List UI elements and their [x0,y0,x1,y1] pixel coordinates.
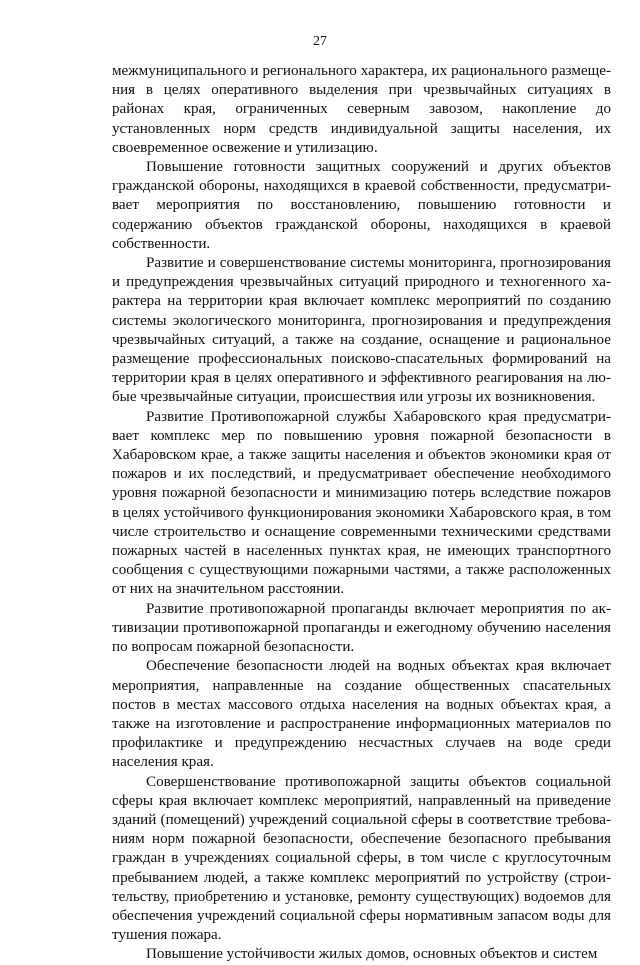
paragraph: Повышение готовности защитных сооружений и других объектов гражданской обороны, находящихся в краевой собственности, предусматривает мероприятия по восстановлению, повышению готовности и содержанию объектов гражданской обороны, находящихся в краевой собственности. [112,159,611,252]
paragraph: Обеспечение безопасности людей на водных объектах края включает мероприятия, направленные на создание общественных спасательных постов в местах массового отдыха населения на водных объектах края, а также на изготовление и распространение информационных материалов по профилактике и предупреждению несчастных случаев на воде среди населения края. [112,658,611,771]
paragraph: Развитие и совершенствование системы мониторинга, прогнозирования и предупреждения чрезвычайных ситуаций природного и техногенного характера на территории края включает комплекс мероприятий по созданию системы экологического мониторинга, прогнозирования и предупреждения чрезвычайных ситуаций, а также на создание, оснащение и рациональное размещение профессиональных поисково-спасательных формирований на территории края в целях оперативного и эффективного реагирования на любые чрезвычайные ситуации, происшествия или угрозы их возникновения. [112,255,611,406]
paragraph-continued: межмуниципального и регионального характера, их рационального размещения в целях оперативного выделения при чрезвычайных ситуациях в районах края, ограниченных северным завозом, накопление до установленных норм средств индивидуальной защиты населения, их своевременное освежение и утилизацию. [112,63,611,156]
page-number: 27 [313,34,327,49]
document-body [112,62,611,965]
paragraph: Развитие Противопожарной службы Хабаровского края предусматривает комплекс мер по повышению уровня пожарной безопасности в Хабаровском крае, а также защиты населения и объектов экономики края от пожаров и их последствий, и предусматривает обеспечение необходимого уровня пожарной безопасности и минимизацию потерь вследствие пожаров в целях устойчивого функционирования экономики Хабаровского края, в том числе строительство и оснащение современными техническими средствами пожарных частей в населенных пунктах края, не имеющих транспортного сообщения с существующими пожарными частями, а также расположенных от них на значительном расстоянии. [112,408,611,598]
paragraph: Повышение устойчивости жилых домов, основных объектов и систем [146,946,598,963]
paragraph: Развитие противопожарной пропаганды включает мероприятия по активизации противопожарной пропаганды и ежегодному обучению населения по вопросам пожарной безопасности. [112,600,611,656]
paragraph: Совершенствование противопожарной защиты объектов социальной сферы края включает комплекс мероприятий, направленный на приведение зданий (помещений) учреждений социальной сферы в соответствие требованиям норм пожарной безопасности, обеспечение безопасного пребывания граждан в учреждениях социальной сферы, в том числе с круглосуточным пребыванием людей, а также комплекс мероприятий по устройству (строительству, приобретению и установке, ремонту существующих) водоемов для обеспечения учреждений социальной сферы нормативным запасом воды для тушения пожара. [112,773,611,944]
